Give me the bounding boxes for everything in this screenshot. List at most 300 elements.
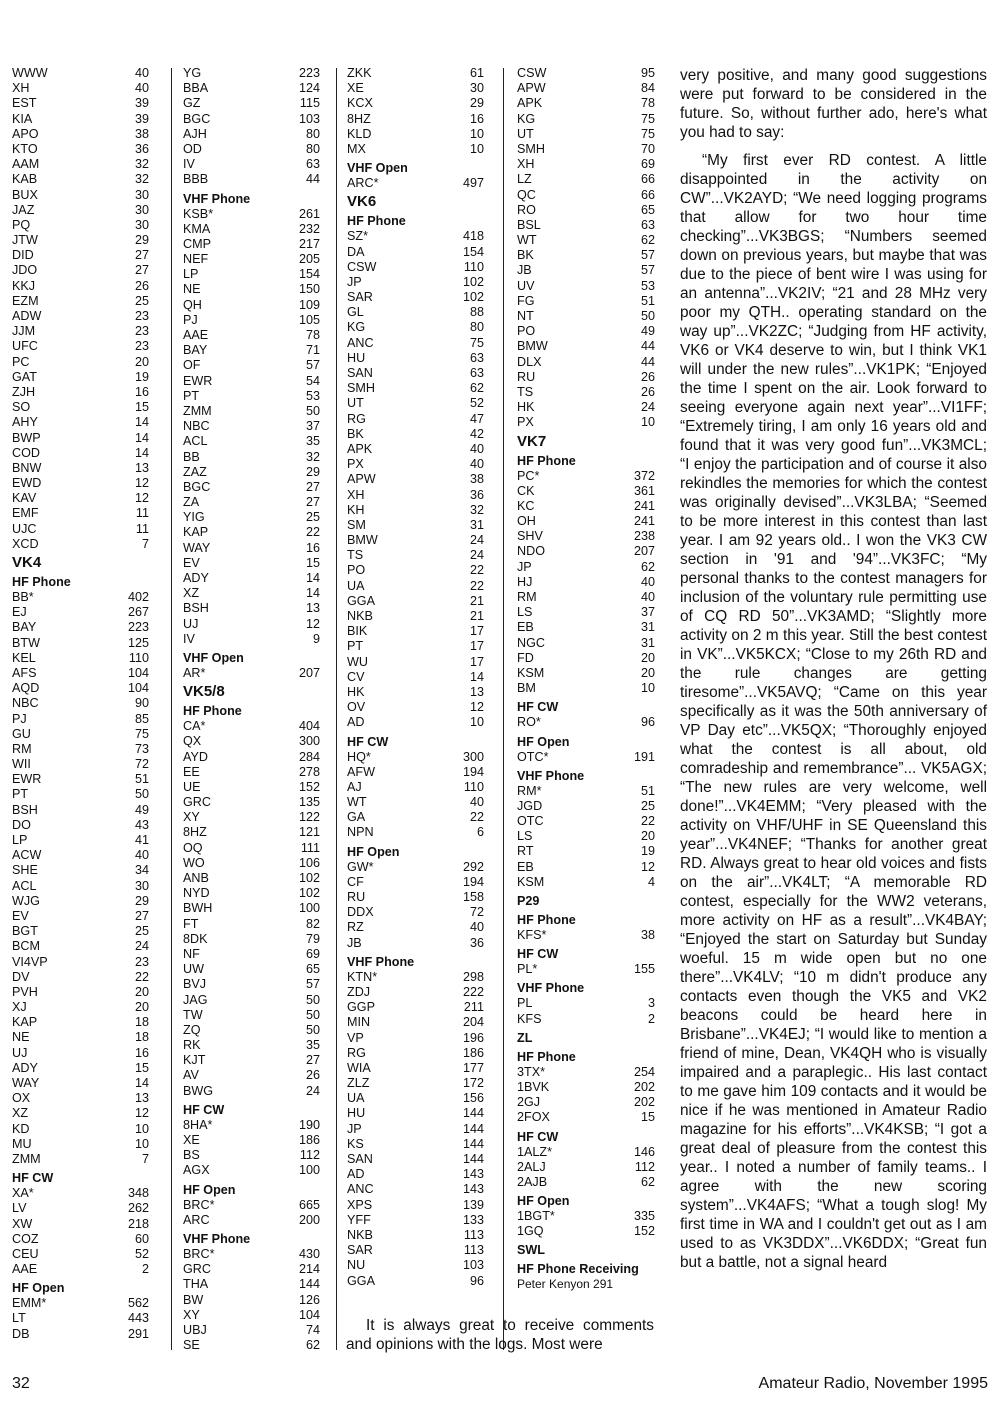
callsign: TW [183, 1007, 203, 1022]
result-row [517, 875, 655, 890]
section-heading: HF CW [12, 1171, 54, 1186]
score: 2 [647, 1011, 655, 1026]
page-number: 32 [12, 1375, 30, 1392]
score: 152 [298, 779, 320, 794]
score: 241 [633, 514, 655, 529]
result-row [12, 112, 149, 127]
score: 26 [640, 369, 655, 384]
callsign: KSM [517, 665, 545, 680]
callsign: NE [12, 1030, 30, 1045]
callsign: EZM [12, 293, 39, 308]
result-row [183, 780, 320, 795]
section-heading: P29 [517, 894, 540, 908]
callsign: SAN [347, 1152, 373, 1166]
callsign: NF [183, 946, 200, 961]
result-row [183, 298, 320, 313]
callsign: KSB* [183, 206, 214, 221]
result-row [183, 571, 320, 586]
callsign: OF [183, 358, 201, 373]
result-row [347, 1122, 484, 1137]
result-row [517, 715, 655, 730]
callsign: BMW [517, 339, 548, 354]
score: 12 [305, 616, 320, 631]
callsign: 2AJB [517, 1174, 548, 1189]
score: 18 [134, 1030, 149, 1045]
callsign: DDX [347, 905, 374, 920]
callsign: JAZ [12, 202, 35, 217]
callsign: HU [347, 350, 366, 365]
score: 211 [463, 1000, 484, 1015]
callsign: CMP [183, 236, 211, 251]
callsign: YG [183, 66, 202, 80]
score: 143 [462, 1167, 484, 1182]
callsign: BSH [12, 802, 38, 817]
callsign: KG [517, 111, 536, 126]
callsign: APK [347, 441, 373, 456]
callsign: RU [517, 369, 536, 384]
callsign: AFW [347, 764, 375, 779]
result-row [12, 142, 149, 157]
result-row [183, 207, 320, 222]
callsign: PJ [12, 711, 27, 726]
score: 102 [298, 886, 320, 901]
score: 113 [463, 1227, 484, 1242]
results-column-1 [12, 66, 149, 1342]
score: 15 [134, 1060, 149, 1075]
result-row [183, 222, 320, 237]
callsign: JAG [183, 992, 208, 1007]
result-row [183, 1038, 320, 1053]
score: 2 [141, 1262, 149, 1277]
score: 30 [469, 81, 484, 96]
score: 27 [305, 495, 320, 510]
score: 20 [134, 354, 149, 369]
callsign: ACW [12, 848, 42, 863]
result-row [517, 112, 655, 127]
score: 75 [134, 726, 149, 741]
result-row [347, 750, 484, 765]
score: 50 [134, 787, 149, 802]
callsign: OH [517, 514, 536, 529]
callsign: SAR [347, 290, 373, 305]
score: 135 [298, 795, 320, 810]
callsign: XJ [12, 1000, 27, 1015]
score: 284 [298, 749, 320, 764]
result-row [347, 81, 484, 96]
score: 158 [462, 890, 484, 904]
result-row [12, 188, 149, 203]
result-row [347, 1061, 484, 1076]
result-row [347, 1182, 484, 1197]
callsign: XZ [12, 1106, 29, 1121]
result-row [517, 263, 655, 278]
callsign: ADY [12, 1060, 38, 1075]
score: 27 [305, 479, 320, 494]
result-row [517, 620, 655, 635]
score: 12 [134, 476, 149, 491]
result-row [12, 803, 149, 818]
callsign: BVJ [183, 977, 207, 992]
score: 207 [298, 665, 320, 680]
result-row [12, 590, 149, 605]
callsign: UT [517, 126, 534, 141]
result-row [183, 871, 320, 886]
result-row [183, 1084, 320, 1099]
callsign: ZMM [183, 403, 212, 418]
section-heading: HF CW [517, 947, 559, 962]
result-row [12, 385, 149, 400]
score: 31 [469, 517, 484, 532]
score: 217 [298, 236, 320, 251]
score: 38 [134, 126, 149, 141]
result-row [347, 825, 484, 840]
callsign: LP [183, 267, 199, 282]
result-row [183, 66, 320, 81]
callsign: KFS* [517, 928, 547, 942]
callsign: AV [183, 1068, 199, 1083]
score: 155 [633, 962, 655, 977]
callsign: AGX [183, 1163, 210, 1178]
result-row [517, 928, 655, 943]
result-row [183, 434, 320, 449]
callsign: WII [12, 757, 31, 772]
score: 17 [469, 639, 484, 654]
result-row [183, 841, 320, 856]
callsign: 3TX* [517, 1064, 545, 1079]
callsign: VI4VP [12, 954, 48, 969]
callsign: JGD [517, 798, 543, 813]
section-heading: ZL [517, 1030, 533, 1045]
result-row [183, 1068, 320, 1083]
callsign: NU [347, 1258, 366, 1273]
callsign: JDO [12, 263, 38, 278]
callsign: SE [183, 1338, 200, 1353]
callsign: XH [517, 157, 535, 172]
result-row [183, 465, 320, 480]
score: 70 [640, 141, 655, 156]
result-row [12, 636, 149, 651]
callsign: ANB [183, 871, 209, 885]
callsign: DA [347, 244, 365, 259]
section-heading: VHF Phone [347, 954, 415, 969]
callsign: GGP [347, 1000, 375, 1015]
callsign: BTW [12, 635, 40, 650]
score: 26 [134, 278, 149, 293]
callsign: BS [183, 1148, 200, 1163]
score: 29 [469, 96, 484, 111]
result-row [183, 901, 320, 916]
result-row [183, 795, 320, 810]
callsign: EWR [183, 373, 213, 388]
score: 14 [305, 586, 320, 601]
score: 19 [640, 844, 655, 859]
callsign: GU [12, 726, 31, 741]
result-row [347, 245, 484, 260]
score: 12 [469, 700, 484, 715]
score: 66 [640, 172, 655, 187]
callsign: KG [347, 320, 366, 335]
result-row [12, 157, 149, 172]
score: 112 [299, 1148, 320, 1163]
result-row [347, 1106, 484, 1121]
callsign: PL* [517, 962, 538, 977]
section-heading: HF Phone [12, 575, 71, 589]
result-row [347, 260, 484, 275]
score: 14 [469, 669, 484, 684]
callsign: DO [12, 817, 31, 832]
score: 31 [640, 635, 655, 650]
score: 13 [134, 1091, 149, 1106]
score: 62 [305, 1338, 320, 1353]
result-row [517, 172, 655, 187]
callsign: BGT [12, 924, 38, 939]
score: 22 [134, 969, 149, 984]
result-row [183, 112, 320, 127]
callsign: AJH [183, 126, 207, 141]
result-row [517, 514, 655, 529]
result-row [12, 1311, 149, 1326]
result-row [183, 313, 320, 328]
callsign: YFF [347, 1212, 371, 1227]
division-heading: VK7 [517, 432, 547, 450]
result-row [347, 780, 484, 795]
score: 143 [462, 1182, 484, 1197]
callsign: GGA [347, 593, 375, 608]
callsign: RK [183, 1038, 201, 1053]
result-row [12, 431, 149, 446]
score: 20 [640, 650, 655, 665]
result-row [183, 480, 320, 495]
callsign: GZ [183, 96, 201, 111]
callsign: SMH [517, 141, 545, 156]
article-text [680, 66, 987, 1281]
score: 62 [469, 381, 484, 396]
score: 15 [134, 400, 149, 415]
result-row [517, 324, 655, 339]
column-divider [171, 68, 172, 1350]
result-row [12, 279, 149, 294]
score: 106 [298, 855, 320, 870]
score: 80 [305, 141, 320, 156]
callsign: 1BVK [517, 1079, 550, 1094]
score: 14 [134, 1076, 149, 1090]
result-row [517, 651, 655, 666]
result-row [517, 1209, 655, 1224]
callsign: CF [347, 874, 364, 889]
callsign: BWH [183, 901, 213, 916]
score: 16 [469, 111, 484, 126]
result-row [183, 765, 320, 780]
result-row [347, 1167, 484, 1182]
result-row [12, 263, 149, 278]
result-row [12, 127, 149, 142]
score: 30 [134, 217, 149, 232]
result-row [12, 1076, 149, 1091]
score: 665 [298, 1197, 320, 1212]
result-row [517, 962, 655, 977]
section-heading: SWL [517, 1243, 545, 1258]
callsign: AAE [183, 328, 209, 342]
section-heading: HF Phone [517, 913, 576, 927]
result-row [347, 1258, 484, 1273]
callsign: RZ [347, 920, 364, 935]
result-row [347, 670, 484, 685]
callsign: SO [12, 400, 31, 415]
result-row [517, 218, 655, 233]
score: 204 [462, 1015, 484, 1030]
score: 335 [633, 1209, 655, 1224]
result-row [517, 1224, 655, 1239]
score: 23 [134, 954, 149, 969]
score: 78 [305, 328, 320, 342]
result-row [347, 412, 484, 427]
result-row [517, 575, 655, 590]
score: 261 [298, 206, 320, 221]
callsign: EMM* [12, 1296, 47, 1311]
callsign: NBC [12, 696, 39, 711]
result-row [183, 734, 320, 749]
callsign: ADY [183, 571, 209, 585]
result-row [517, 1095, 655, 1110]
callsign: KTN* [347, 969, 378, 984]
score: 110 [463, 259, 484, 274]
score: 39 [134, 96, 149, 111]
result-row [183, 237, 320, 252]
callsign: HJ [517, 574, 533, 589]
callsign: 8HA* [183, 1117, 213, 1132]
callsign: NT [517, 309, 534, 323]
result-row [183, 947, 320, 962]
score: 39 [134, 111, 149, 126]
score: 291 [127, 1326, 149, 1341]
callsign: COD [12, 445, 40, 460]
result-row [12, 939, 149, 954]
score: 103 [462, 1258, 484, 1273]
callsign: NGC [517, 635, 545, 650]
callsign: JP [517, 559, 532, 574]
result-row [347, 427, 484, 442]
score: 200 [298, 1212, 320, 1227]
article-paragraph: “My first ever RD contest. A little disappointed in the activity on CW”...VK2AYD; “We need logging programs that allow for two hour time checking”...VK3BGS; “Numbers seemed down on previous years, but maybe that was due to the piece of bent wire I was using for an antenna”...VK2IV; “21 and 28 MHz very poor my QTH.. operating standard on the way up”...VK2ZC; “Judging from HF activity, VK6 or VK4 deserve to win, but I think VK1 will under the new rules”...VK1PK; “Enjoyed the time I spent on the air. Look forward to seeing everyone again next year”...VI1FF; “Extremely tiring, I am only 16 years old and found that it was very good fun”...VK3MCL; “I enjoy the participation and of course it also rekindles the memories for which the contest was originally devised”...VK3LBA; “Seemed to be more interest in this contest than last year. I am 92 years old.. I won the VK3 CW section in '91 and '94”...VK3FC; “My personal thanks to the contest managers for inclusion of the voluntary rule permitting use of CQ RD 50”...VK3AMD; “Slightly more activity on 2 m this year. Still the best contest in VK”...VK5KCX; “Close to my 26th RD and the rule changes are getting tiresome”...VK5AVQ; “Came on this year specifically as it was the 50th anniversary of VP Day etc”...VK5QX; “Thoroughly enjoyed what the contest is all about, old comradeship and remembrance”... VK5AGX; “The new rules are very welcome, well done!”...VK4EMM; “Very pleased with the activity on VHF/UHF in SE Queensland this year”...VK4NEF; “Thanks for another great RD. Always great to hear old voices and fists on the air”...VK4LT; “A memorable RD contest, especially for the WW2 veterans, more activity on HF as a result”...VK4BAY; “Enjoyed the start on Saturday but Sunday woeful. 15 m wide open but no one there”...VK4LV; “10 m didn't produce any contacts even though the VK5 and VK2 beacons could be heard here in Brisbane”...VK4EJ; “I would like to mention a friend of mine, Dean, VK4QH who is visually impaired and a paraplegic.. His last contact to me gave him 109 contacts and it would be nice if he was mentioned in Amateur Radio magazine for his efforts”...VK4KSB; “I got a great deal of pleasure from the contest this year.. I noted a number of family teams.. I agree with the new scoring system”...VK4AFS; “What a tough slog! My first time in WA and I couldn't get out as I am used to as VK3DDX”...VK6DDX; “Great fun but a battle, not a signal heard [680, 152, 987, 1271]
result-row [517, 279, 655, 294]
callsign: ARC* [347, 176, 379, 191]
result-row [12, 818, 149, 833]
score: 232 [298, 221, 320, 236]
result-row [517, 142, 655, 157]
result-row [517, 814, 655, 829]
result-row [183, 977, 320, 992]
result-row [347, 488, 484, 503]
callsign: WT [347, 795, 367, 810]
result-row [347, 609, 484, 624]
score: 278 [298, 764, 320, 779]
score: 35 [305, 434, 320, 449]
callsign: EB [517, 620, 534, 635]
result-row [517, 860, 655, 875]
score: 207 [633, 544, 655, 559]
result-row [183, 1133, 320, 1148]
result-row [183, 450, 320, 465]
score: 18 [134, 1015, 149, 1030]
result-row [12, 651, 149, 666]
callsign: ZA [183, 495, 200, 510]
score: 75 [640, 111, 655, 126]
result-row [347, 1015, 484, 1030]
callsign: ZLZ [347, 1076, 370, 1091]
score: 72 [469, 905, 484, 920]
callsign: DLX [517, 354, 542, 369]
result-row [183, 374, 320, 389]
result-row [517, 484, 655, 499]
score: 218 [127, 1216, 149, 1231]
score: 82 [305, 916, 320, 931]
result-row [347, 351, 484, 366]
score: 50 [305, 992, 320, 1007]
callsign: OQ [183, 840, 203, 855]
result-row [12, 1061, 149, 1076]
score: 190 [298, 1117, 320, 1132]
score: 10 [640, 415, 655, 430]
callsign: XE [347, 81, 364, 96]
result-row [12, 248, 149, 263]
callsign: SMH [347, 381, 375, 396]
score: 30 [134, 878, 149, 893]
callsign: BRC* [183, 1246, 215, 1261]
result-row [517, 636, 655, 651]
callsign: BAY [183, 343, 208, 358]
score: 133 [462, 1212, 484, 1227]
score: 88 [469, 305, 484, 320]
result-row [12, 1106, 149, 1121]
callsign: TS [347, 548, 364, 563]
score: 144 [462, 1136, 484, 1151]
callsign: DB [12, 1326, 30, 1341]
result-row [347, 472, 484, 487]
callsign: ARC [183, 1212, 210, 1227]
score: 100 [298, 1163, 320, 1178]
callsign: WO [183, 855, 205, 870]
result-row [12, 1201, 149, 1216]
result-row [517, 370, 655, 385]
section-heading: HF Open [183, 1182, 236, 1197]
score: 122 [298, 810, 320, 825]
score: 52 [469, 396, 484, 411]
callsign: UA [347, 1091, 365, 1106]
result-row [183, 993, 320, 1008]
score: 27 [134, 263, 149, 278]
result-row [12, 924, 149, 939]
result-row [347, 860, 484, 875]
result-row [183, 1308, 320, 1323]
score: 443 [127, 1311, 149, 1326]
callsign: KJT [183, 1053, 206, 1068]
score: 125 [127, 635, 149, 650]
score: 21 [469, 593, 484, 608]
callsign: EMF [12, 506, 39, 521]
callsign: KAP [12, 1015, 38, 1030]
result-row [12, 1152, 149, 1167]
result-row [12, 848, 149, 863]
score: 36 [469, 487, 484, 502]
score: 72 [134, 757, 149, 772]
result-row [347, 1152, 484, 1167]
callsign: XH [12, 81, 30, 96]
result-row [183, 962, 320, 977]
callsign: MX [347, 141, 366, 156]
publication-title: Amateur Radio, November 1995 [758, 1375, 988, 1392]
result-row [517, 666, 655, 681]
callsign: AHY [12, 415, 38, 430]
